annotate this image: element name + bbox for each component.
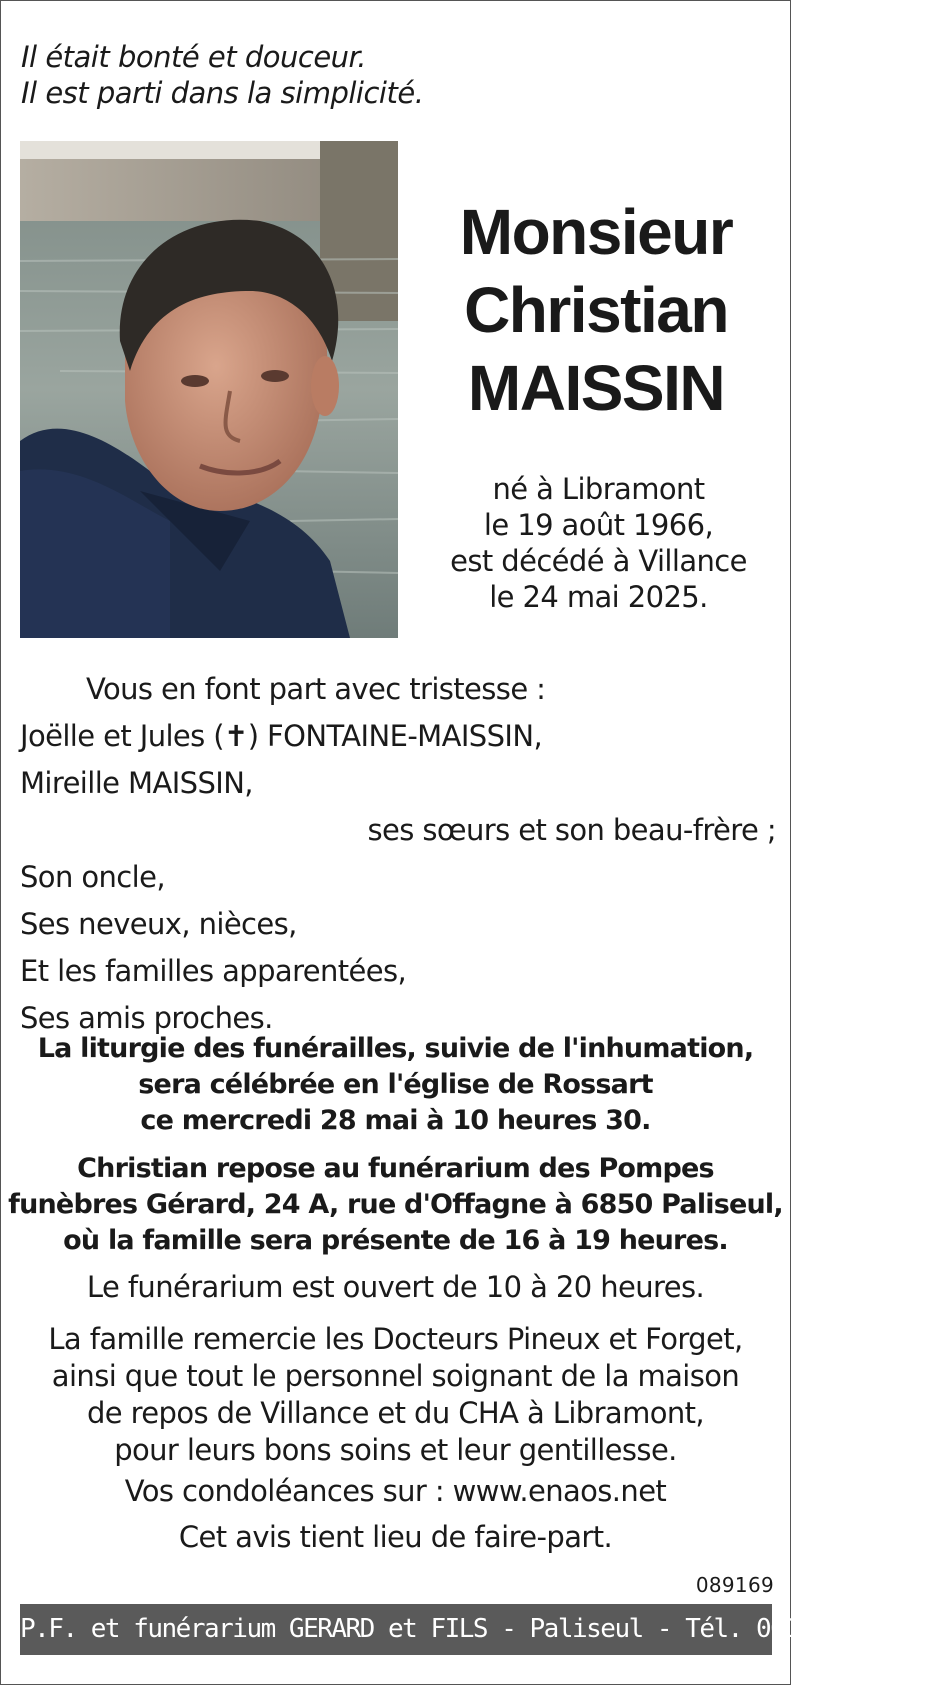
thanks-line: pour leurs bons soins et leur gentillesse. [114,1433,677,1467]
ceremony-details [1,1031,790,1139]
deceased-name [421,193,771,427]
epigraph [21,39,423,111]
family-member: Ses neveux, nièces, [20,907,297,941]
death-date: le 24 mai 2025. [489,580,708,614]
thanks-line: de repos de Villance et du CHA à Libramont, [86,1396,705,1430]
thanks-line: ainsi que tout le personnel soignant de la maison [51,1359,740,1393]
opening-hours: Le funérarium est ouvert de 10 à 20 heures. [86,1270,705,1304]
birth-date: le 19 août 1966, [483,508,714,542]
family-member: Son oncle, [20,860,165,894]
family-relation: ses sœurs et son beau-frère ; [367,813,776,847]
death-place: est décédé à Villance [450,544,747,578]
family-announcement [20,666,776,1042]
funeral-home-footer: P.F. et funérarium GERARD et FILS - Paliseul - Tél. 061 53 32 84 [20,1604,772,1655]
thanks-line: La famille remercie les Docteurs Pineux et Forget, [48,1322,743,1356]
condolences-link[interactable]: Vos condoléances sur : www.enaos.net [124,1474,667,1508]
epigraph-line: Il était bonté et douceur. [21,40,367,74]
family-member: Ses amis proches. [20,1001,273,1035]
repose-line: funèbres Gérard, 24 A, rue d'Offagne à 6850 Paliseul, [8,1189,783,1220]
ceremony-line: sera célébrée en l'église de Rossart [138,1069,653,1100]
ceremony-line: ce mercredi 28 mai à 10 heures 30. [140,1105,651,1136]
family-member: Et les familles apparentées, [20,954,407,988]
birth-death-details [431,471,766,615]
family-member: Joëlle et Jules (✝) FONTAINE-MAISSIN, [20,719,543,753]
repose-details [1,1151,790,1259]
repose-line: Christian repose au funérarium des Pompes [77,1153,714,1184]
repose-line: où la famille sera présente de 16 à 19 heures. [63,1225,728,1256]
announcement-intro: Vous en font part avec tristesse : [86,672,546,706]
portrait-photo [20,141,398,638]
name-last: MAISSIN [467,352,725,424]
name-title: Monsieur [459,196,733,268]
epigraph-line: Il est parti dans la simplicité. [21,76,424,110]
family-member: Mireille MAISSIN, [20,766,253,800]
ceremony-line: La liturgie des funérailles, suivie de l'inhumation, [37,1033,754,1064]
birth-place: né à Libramont [492,472,705,506]
notice-statement: Cet avis tient lieu de faire-part. [178,1520,613,1554]
thanks-message [1,1321,790,1469]
reference-number: 089169 [695,1573,774,1597]
name-first: Christian [464,274,728,346]
